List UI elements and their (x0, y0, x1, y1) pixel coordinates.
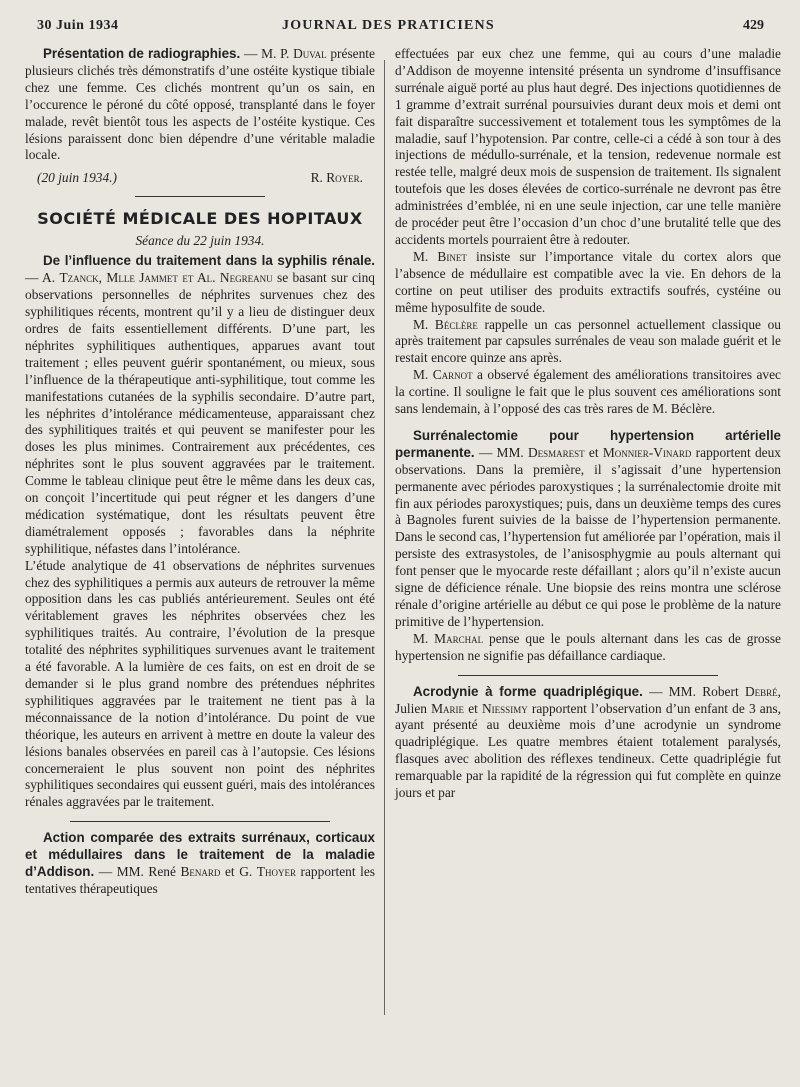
surrenalectomie-title: Surrénalectomie pour hypertension artérielle permanente. (395, 427, 781, 460)
addison-continuation: effectuées par eux chez une femme, qui au cours d’une maladie d’Addison de moyenne intensité présenta un syndrome d’insuffisance surrénale aiguë porté au plus haut degré. Des injections quotidiennes de 1 gramme d’extrait surrénal poursuivies durant deux mois et demi ont fait disparaître successivement et totalement tous les symptômes de la maladie, sauf l’hypotension. Par contre, celle-ci a cédé à son tour à des injections de médullo-surrénale, et la tension, redevenue normale est restée telle, malgré deux mois de suspension de traitement. Ils signalent toutefois que les doses élevées de cortico-surrénale ne devront pas être administrées d’emblée, ni en une seule injection, car une telle manière de procéder peut être l’occasion d’un choc d’une brutalité telle que des accidents mortels pourraient être à redouter. (395, 46, 781, 247)
marchal-paragraph: M. Marchal pense que le pouls alternant dans les cas de grosse hypertension ne signifie pas défaillance cardiaque. (395, 630, 781, 663)
page-number: 429 (743, 18, 764, 33)
right-column (395, 46, 781, 802)
journal-title: JOURNAL DES PRATICIENS (282, 18, 495, 33)
addison-title: Action comparée des extraits surrénaux, corticaux et médullaires dans le traitement de la maladie d’Addison. (25, 830, 375, 880)
article-separator-right (458, 675, 718, 676)
acrodynie-paragraph: Acrodynie à forme quadriplégique. — MM. Robert Debré, Julien Marie et Niessimy rapportent l’observation d’un enfant de 3 ans, ayant présenté au deuxième mois d’une acrodynie un syndrome quadriplégique. Les quatre membres étaient totalement paralysés, flasques avec abolition des réflexes tendineux. Cette quadriplégie fut remarquable par la rapidité de la régression qui fut complète en quinze jours et par (395, 683, 781, 801)
left-column (25, 46, 375, 898)
beclere-paragraph: M. Béclère rappelle un cas personnel actuellement classique ou après traitement par capsules surrénales de veau son malade guérit et le restait encore quinze ans après. (395, 316, 782, 366)
binet-paragraph: M. Binet insiste sur l’importance vitale du cortex alors que l’absence de médullaire est compatible avec la vie. En dehors de la cortine on peut utiliser des produits extractifs soufrés, cystéine ou même hyposulfite de soude. (395, 248, 781, 315)
author-duval: Duval (293, 46, 327, 61)
signature-date: (20 juin 1934.) (37, 170, 117, 186)
syphilis-paragraph-1: De l’influence du traitement dans la syphilis rénale. — A. Tzanck, Mlle Jammet et Al. Negreanu se basant sur cinq observations personnelles de néphrites survenues chez des syphilitiques récents, montrent qu’il y a lieu de distinguer deux ordres de faits essentiellement différents. D’une part, les néphrites syphilitiques authentiques, apparues avant tout traitement ; elles peuvent guérir spontanément, ou mieux, sous l’influence de la thérapeutique anti-syphilitique, tout comme les manifestations cutanées de la syphilis secondaire. D’autre part, les néphrites d’intolérance médicamenteuse, apparaissant chez des syphilitiques traités et qui peuvent se manifester pour les doses les plus minimes. Contrairement aux précédentes, ces néphrites sont le plus souvent aggravées par le traitement. Comme le tableau clinique peut être le même dans les deux cas, on conçoit l’incertitude qui peut régner et les dangers d’une médication systématique, dont les résultats peuvent être diamétralement opposés ; favorables dans la néphrite syphilitique, néfastes dans l’intolérance. (25, 253, 375, 556)
radiographies-paragraph: Présentation de radiographies. — M. P. Duval présente plusieurs clichés très démonstratifs d’une ostéite kystique tibiale chez une femme. Ces clichés montrent qu’un os sain, en l’occurence le péroné du côté opposé, transplanté dans le foyer malade, revêt bientôt tous les aspects de l’ostéite kystique. Ces lésions paraissent donc bien dépendre d’une véritable maladie locale. (25, 46, 375, 163)
surrenalectomie-paragraph: Surrénalectomie pour hypertension artérielle permanente. — MM. Desmarest et Monnier-Vinard rapportent deux observations. Dans la première, il s’agissait d’une hypertension permanente avec périodes paroxystiques ; la surrénalectomie droite mit fin aux périodes paroxystiques; puis, dans un deuxième temps des cures à Bagnoles furent suivies de la baisse de l’hypertension permanente. Dans le second cas, l’hypertension fut améliorée par l’opération, mais il persiste des extrasystoles, de l’anisosphygmie au pouls alternant qui font penser que le myocarde reste défaillant ; alors qu’il n’existe aucun signe de déficience rénale. Une biopsie des reins montra une sclérose rénale d’origine artérielle au début ce qui pose le problème de la nature primitive de l’hypertension. (395, 427, 781, 629)
carnot-paragraph: M. Carnot a observé également des améliorations transitoires avec la cortine. Il souligne le fait que le plus souvent ces améliorations sont sans lendemain, à l’opposé des cas très rares de M. Béclère. (395, 367, 781, 417)
session-date: Séance du 22 juin 1934. (135, 233, 265, 249)
radiographies-title: Présentation de radiographies. (43, 46, 241, 61)
section-rule (135, 196, 265, 197)
syphilis-paragraph-2: L’étude analytique de 41 observations de néphrites survenues chez des syphilitiques a permis aux auteurs de retrouver la même opposition dans les cas publiés antérieurement. Seules ont été véritablement graves les néphrites observées chez les syphilitiques traités. Au contraire, l’évolution de la presque totalité des néphrites syphilitiques survenues avant le traitement a été favorable. A la lumière de ces faits, on est en droit de se demander si le plus grand nombre des prétendues néphrites syphilitiques aggravées par le traitement ne tient pas à la méconnaissance de la notion d’intolérance. Du point de vue théorique, les auteurs en arrivent à mettre en doute la valeur des lésions banales observées en pareil cas à l’autopsie. Ces lésions concerneraient le plus souvent non point des néphrites syphilitiques secondaires qui eussent guéri, mais des intolérances rénales aggravées par le traitement. (25, 557, 375, 810)
syphilis-title: De l’influence du traitement dans la syphilis rénale. (43, 253, 375, 269)
column-divider (384, 60, 385, 1015)
issue-date: 30 Juin 1934 (37, 18, 119, 33)
syphilis-authors: Tzanck, Mlle Jammet et Al. Negreanu (59, 270, 273, 286)
acrodynie-title: Acrodynie à forme quadriplégique. (413, 683, 643, 699)
page-header (0, 0, 800, 40)
article-separator (70, 821, 330, 822)
signature-name: R. Royer. (310, 170, 363, 186)
society-heading: SOCIÉTÉ MÉDICALE DES HOPITAUX (37, 209, 363, 229)
radiographies-signature (25, 170, 375, 186)
addison-paragraph: Action comparée des extraits surrénaux, corticaux et médullaires dans le traitement de la maladie d’Addison. — MM. René Benard et G. Thoyer rapportent les tentatives thérapeutiques (25, 830, 375, 896)
